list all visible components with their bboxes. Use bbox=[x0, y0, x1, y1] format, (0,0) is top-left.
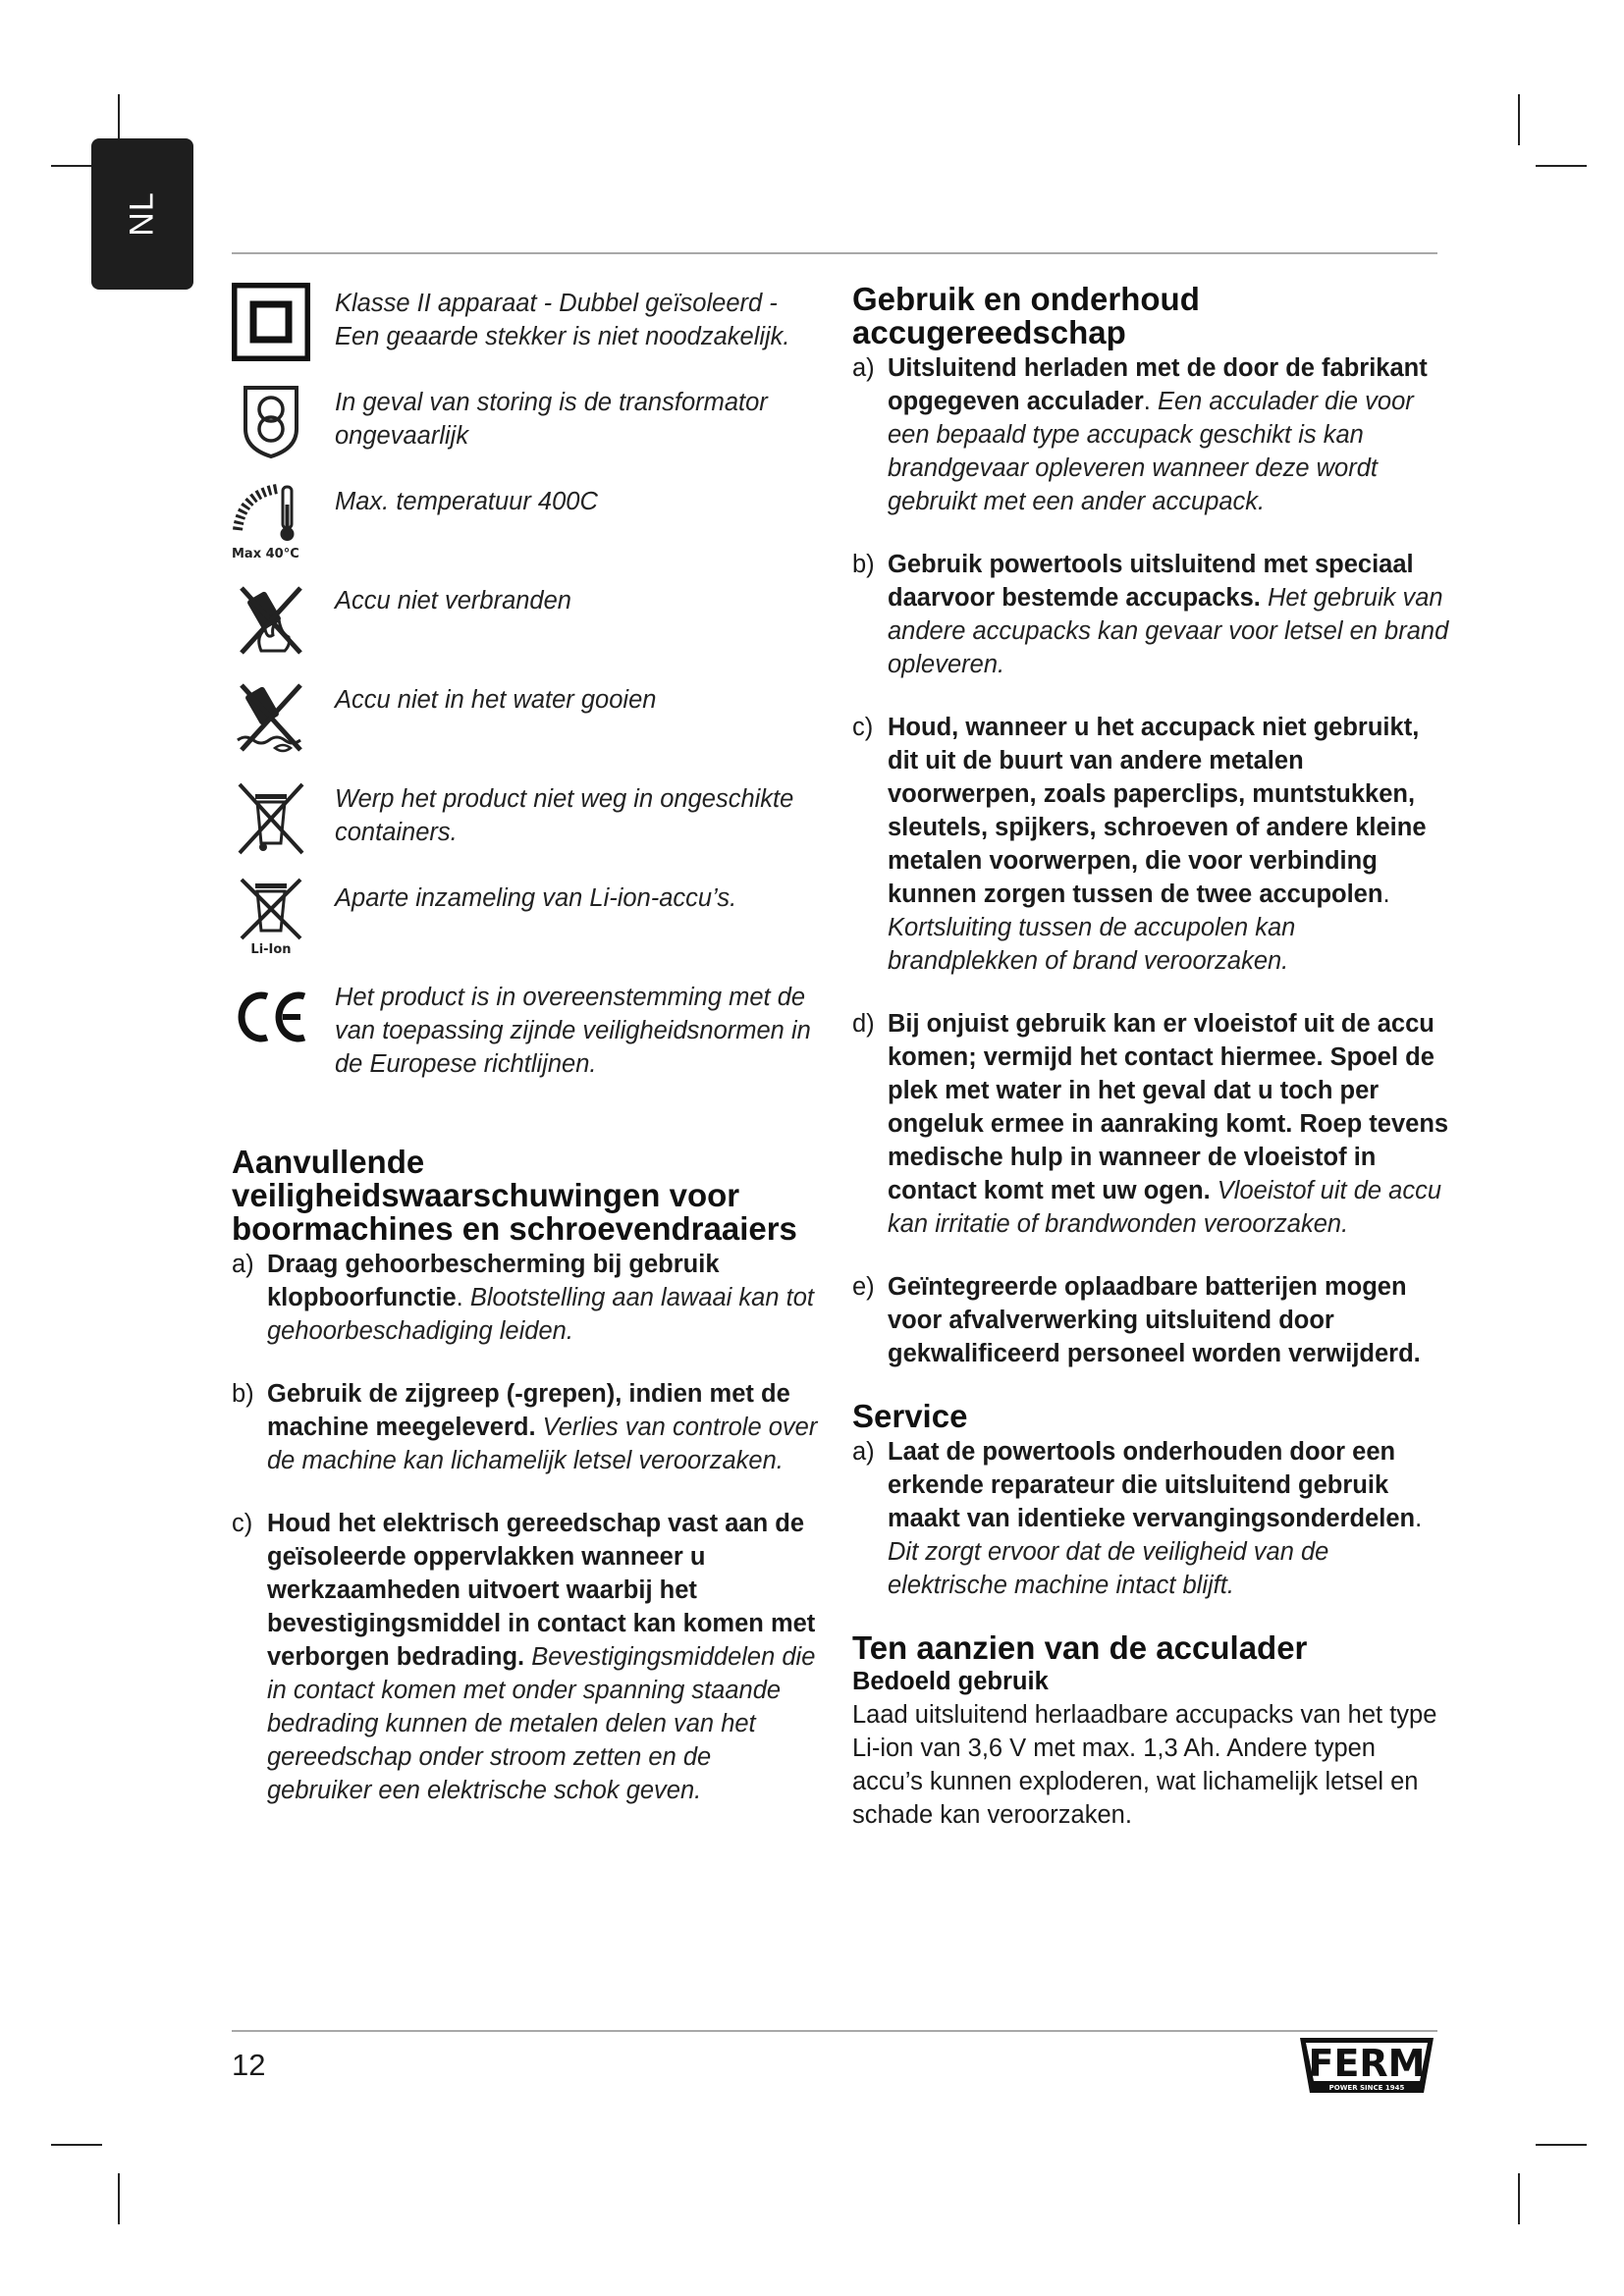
list-item: d) Bij onjuist gebruik kan er vloeistof uit de accu komen; vermijd het contact hiermee. Spoel de plek met water in het geval dat u toch per ongeluk ermee in aanraking komt. Roep tevens medische hulp in wanneer de vloeistof in contact komt met uw ogen. Vloeistof uit de accu kan irritatie of brandwonden veroorzaken. bbox=[852, 1010, 1449, 1238]
symbol-row bbox=[232, 382, 821, 458]
list-item: a) Draag gehoorbescherming bij gebruik klopboorfunctie. Blootstelling aan lawaai kan tot gehoorbeschadiging leiden. bbox=[232, 1251, 814, 1345]
svg-text:POWER SINCE 1945: POWER SINCE 1945 bbox=[1328, 2084, 1405, 2092]
crop-mark bbox=[51, 2144, 102, 2146]
header-rule bbox=[232, 252, 1437, 254]
list-item: c) Houd, wanneer u het accupack niet gebruikt, dit uit de buurt van andere metalen voorwerpen, zoals paperclips, muntstukken, sleutels, spijkers, schroeven of andere kleine metalen voorwerpen, die voor verbinding kunnen zorgen tussen de twee accupolen. Kortsluiting tussen de accupolen kan brandplekken of brand veroorzaken. bbox=[852, 714, 1427, 975]
no-water-battery-icon bbox=[232, 679, 310, 758]
symbol-row bbox=[232, 580, 821, 657]
section-subtitle: Bedoeld gebruik bbox=[852, 1668, 1049, 1695]
ferm-logo bbox=[1294, 2034, 1439, 2101]
crop-mark bbox=[1536, 2144, 1587, 2146]
section-body: Laad uitsluitend herlaadbare accupacks van het type Li-ion van 3,6 V met max. 1,3 Ah. Andere typen accu’s kunnen exploderen, wat lichamelijk letsel en schade kan veroorzaken. bbox=[852, 1701, 1437, 1829]
list-item: a) Uitsluitend herladen met de door de fabrikant opgegeven acculader. Een acculader die voor een bepaald type accupack geschikt is kan brandgevaar opleveren wanneer deze wordt gebruikt met een ander accupack. bbox=[852, 354, 1428, 515]
symbol-text: Max. temperatuur 400C bbox=[335, 488, 598, 515]
crop-mark bbox=[1518, 94, 1520, 145]
crop-mark bbox=[1536, 165, 1587, 167]
list-item: a) Laat de powertools onderhouden door een erkende reparateur die uitsluitend gebruik maakt van identieke vervangingsonderdelen. Dit zorgt ervoor dat de veiligheid van de elektrische machine intact blijft. bbox=[852, 1438, 1423, 1599]
symbol-text: In geval van storing is de transformator ongevaarlijk bbox=[335, 389, 768, 450]
left-column bbox=[232, 283, 821, 1837]
symbol-row bbox=[232, 977, 821, 1081]
crop-mark bbox=[118, 2173, 120, 2224]
symbol-row bbox=[232, 878, 821, 954]
symbol-text: Het product is in overeenstemming met de van toepassing zijnde veiligheidsnormen in de Europese richtlijnen. bbox=[335, 984, 811, 1078]
safety-transformer-icon bbox=[232, 382, 310, 460]
crossed-bin-icon bbox=[232, 778, 310, 857]
svg-text:Max 40°C: Max 40°C bbox=[232, 547, 299, 560]
page-number: 12 bbox=[232, 2048, 266, 2082]
section-drills bbox=[232, 1146, 821, 1807]
section-title: Ten aanzien van de acculader bbox=[852, 1629, 1308, 1666]
list-item: c) Houd het elektrisch gereedschap vast aan de geïsoleerde oppervlakken wanneer u werkzaamheden uitvoert waarbij het bevestigingsmiddel in contact kan komen met verborgen bedrading. Bevestigingsmiddelen die in contact komen met onder spanning staande bedrading kunnen de metalen delen van het gereedschap onder stroom zetten en de gebruiker een elektrische schok geven. bbox=[232, 1510, 816, 1804]
symbol-row bbox=[232, 283, 821, 359]
symbol-text: Werp het product niet weg in ongeschikte containers. bbox=[335, 785, 794, 846]
symbol-row bbox=[232, 778, 821, 855]
language-tab-label: NL bbox=[123, 191, 161, 237]
section-battery-tools bbox=[852, 283, 1451, 1370]
section-title: Gebruik en onderhoud accugereedschap bbox=[852, 281, 1200, 350]
footer-rule bbox=[232, 2030, 1437, 2032]
max-temperature-icon bbox=[232, 481, 310, 560]
double-insulation-icon bbox=[232, 283, 310, 361]
list-item: e) Geïntegreerde oplaadbare batterijen mogen voor afvalverwerking uitsluitend door gekwalificeerd personeel worden verwijderd. bbox=[852, 1273, 1421, 1367]
symbol-text: Accu niet verbranden bbox=[335, 587, 571, 614]
symbol-text: Klasse II apparaat - Dubbel geïsoleerd - Een geaarde stekker is niet noodzakelijk. bbox=[335, 290, 790, 350]
symbol-row bbox=[232, 679, 821, 756]
ce-mark-icon bbox=[232, 977, 310, 1055]
section-service bbox=[852, 1400, 1451, 1602]
svg-text:Li-Ion: Li-Ion bbox=[250, 942, 292, 956]
section-title: Aanvullende veiligheidswaarschuwingen voor boormachines en schroevendraaiers bbox=[232, 1144, 797, 1247]
list-item: b) Gebruik powertools uitsluitend met speciaal daarvoor bestemde accupacks. Het gebruik van andere accupacks kan gevaar voor letsel en brand opleveren. bbox=[852, 551, 1449, 678]
section-title: Service bbox=[852, 1398, 968, 1434]
right-column bbox=[852, 283, 1451, 1832]
list-item: b) Gebruik de zijgreep (-grepen), indien met de machine meegeleverd. Verlies van controle over de machine kan lichamelijk letsel veroorzaken. bbox=[232, 1380, 818, 1474]
svg-text:FERM: FERM bbox=[1308, 2042, 1426, 2085]
li-ion-bin-icon bbox=[232, 878, 310, 956]
section-charger bbox=[852, 1631, 1451, 1832]
no-burn-battery-icon bbox=[232, 580, 310, 659]
crop-mark bbox=[1518, 2173, 1520, 2224]
symbol-text: Accu niet in het water gooien bbox=[335, 686, 657, 714]
symbol-row bbox=[232, 481, 821, 558]
symbol-text: Aparte inzameling van Li-ion-accu’s. bbox=[335, 884, 737, 912]
language-tab bbox=[91, 138, 193, 290]
